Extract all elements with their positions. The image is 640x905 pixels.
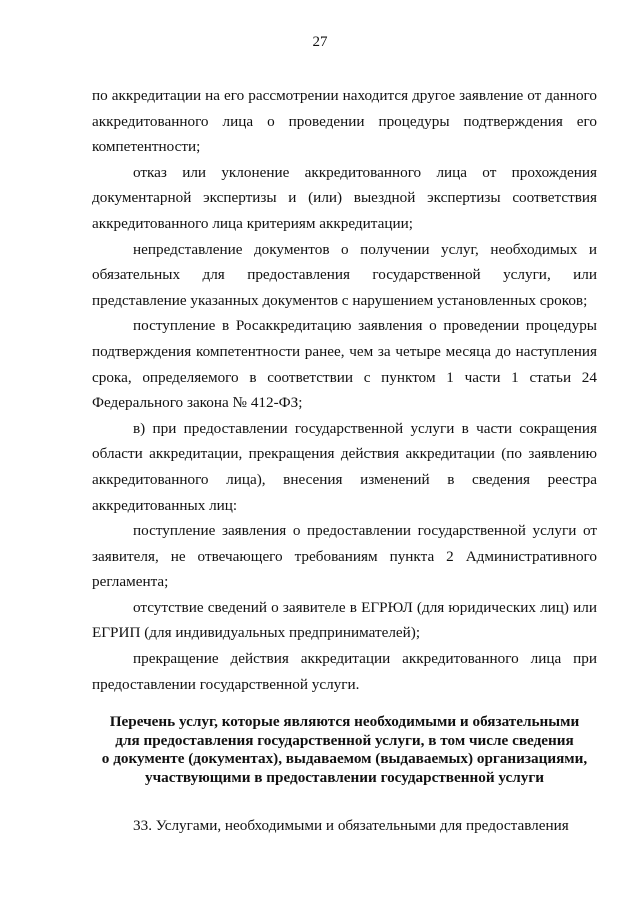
page-number: 27	[312, 34, 328, 50]
page-body	[92, 83, 597, 839]
paragraph-nonconforming-applicant: поступление заявления о предоставлении государственной услуги от заявителя, не отвечающего требованиям пункта 2 Административного регламента;	[92, 522, 597, 591]
paragraph-continuation: по аккредитации на его рассмотрении находится другое заявление от данного аккредитованного лица о проведении процедуры подтверждения его компетентности;	[92, 87, 597, 156]
paragraph-33: 33. Услугами, необходимыми и обязательными для предоставления	[133, 817, 569, 835]
paragraph-missing-registry: отсутствие сведений о заявителе в ЕГРЮЛ (для юридических лиц) или ЕГРИП (для индивидуальных предпринимателей);	[92, 598, 597, 642]
section-heading: Перечень услуг, которые являются необходимыми и обязательными для предоставления государственной услуги, в том числе сведения о документе (документах), выдаваемом (выдаваемых) организациями, участвующими в предоставлении государственной услуги	[101, 713, 588, 786]
paragraph-item-v: в) при предоставлении государственной услуги в части сокращения области аккредитации, прекращения действия аккредитации (по заявлению аккредитованного лица), внесения изменений в сведения реестра аккредитованных лиц:	[92, 419, 597, 514]
paragraph-nonsubmission: непредставление документов о получении услуг, необходимых и обязательных для предоставления государственной услуги, или представление указанных документов с нарушением установленных сроков;	[92, 240, 597, 309]
paragraph-early-application: поступление в Росаккредитацию заявления о проведении процедуры подтверждения компетентности ранее, чем за четыре месяца до наступления срока, определяемого в соответствии с пунктом 1 части 1 статьи 24 Федерального закона № 412-ФЗ;	[92, 317, 597, 412]
paragraph-termination: прекращение действия аккредитации аккредитованного лица при предоставлении государственной услуги.	[92, 650, 597, 693]
paragraph-refusal-evasion: отказ или уклонение аккредитованного лица от прохождения документарной экспертизы и (или) выездной экспертизы соответствия аккредитованного лица критериям аккредитации;	[92, 163, 597, 232]
